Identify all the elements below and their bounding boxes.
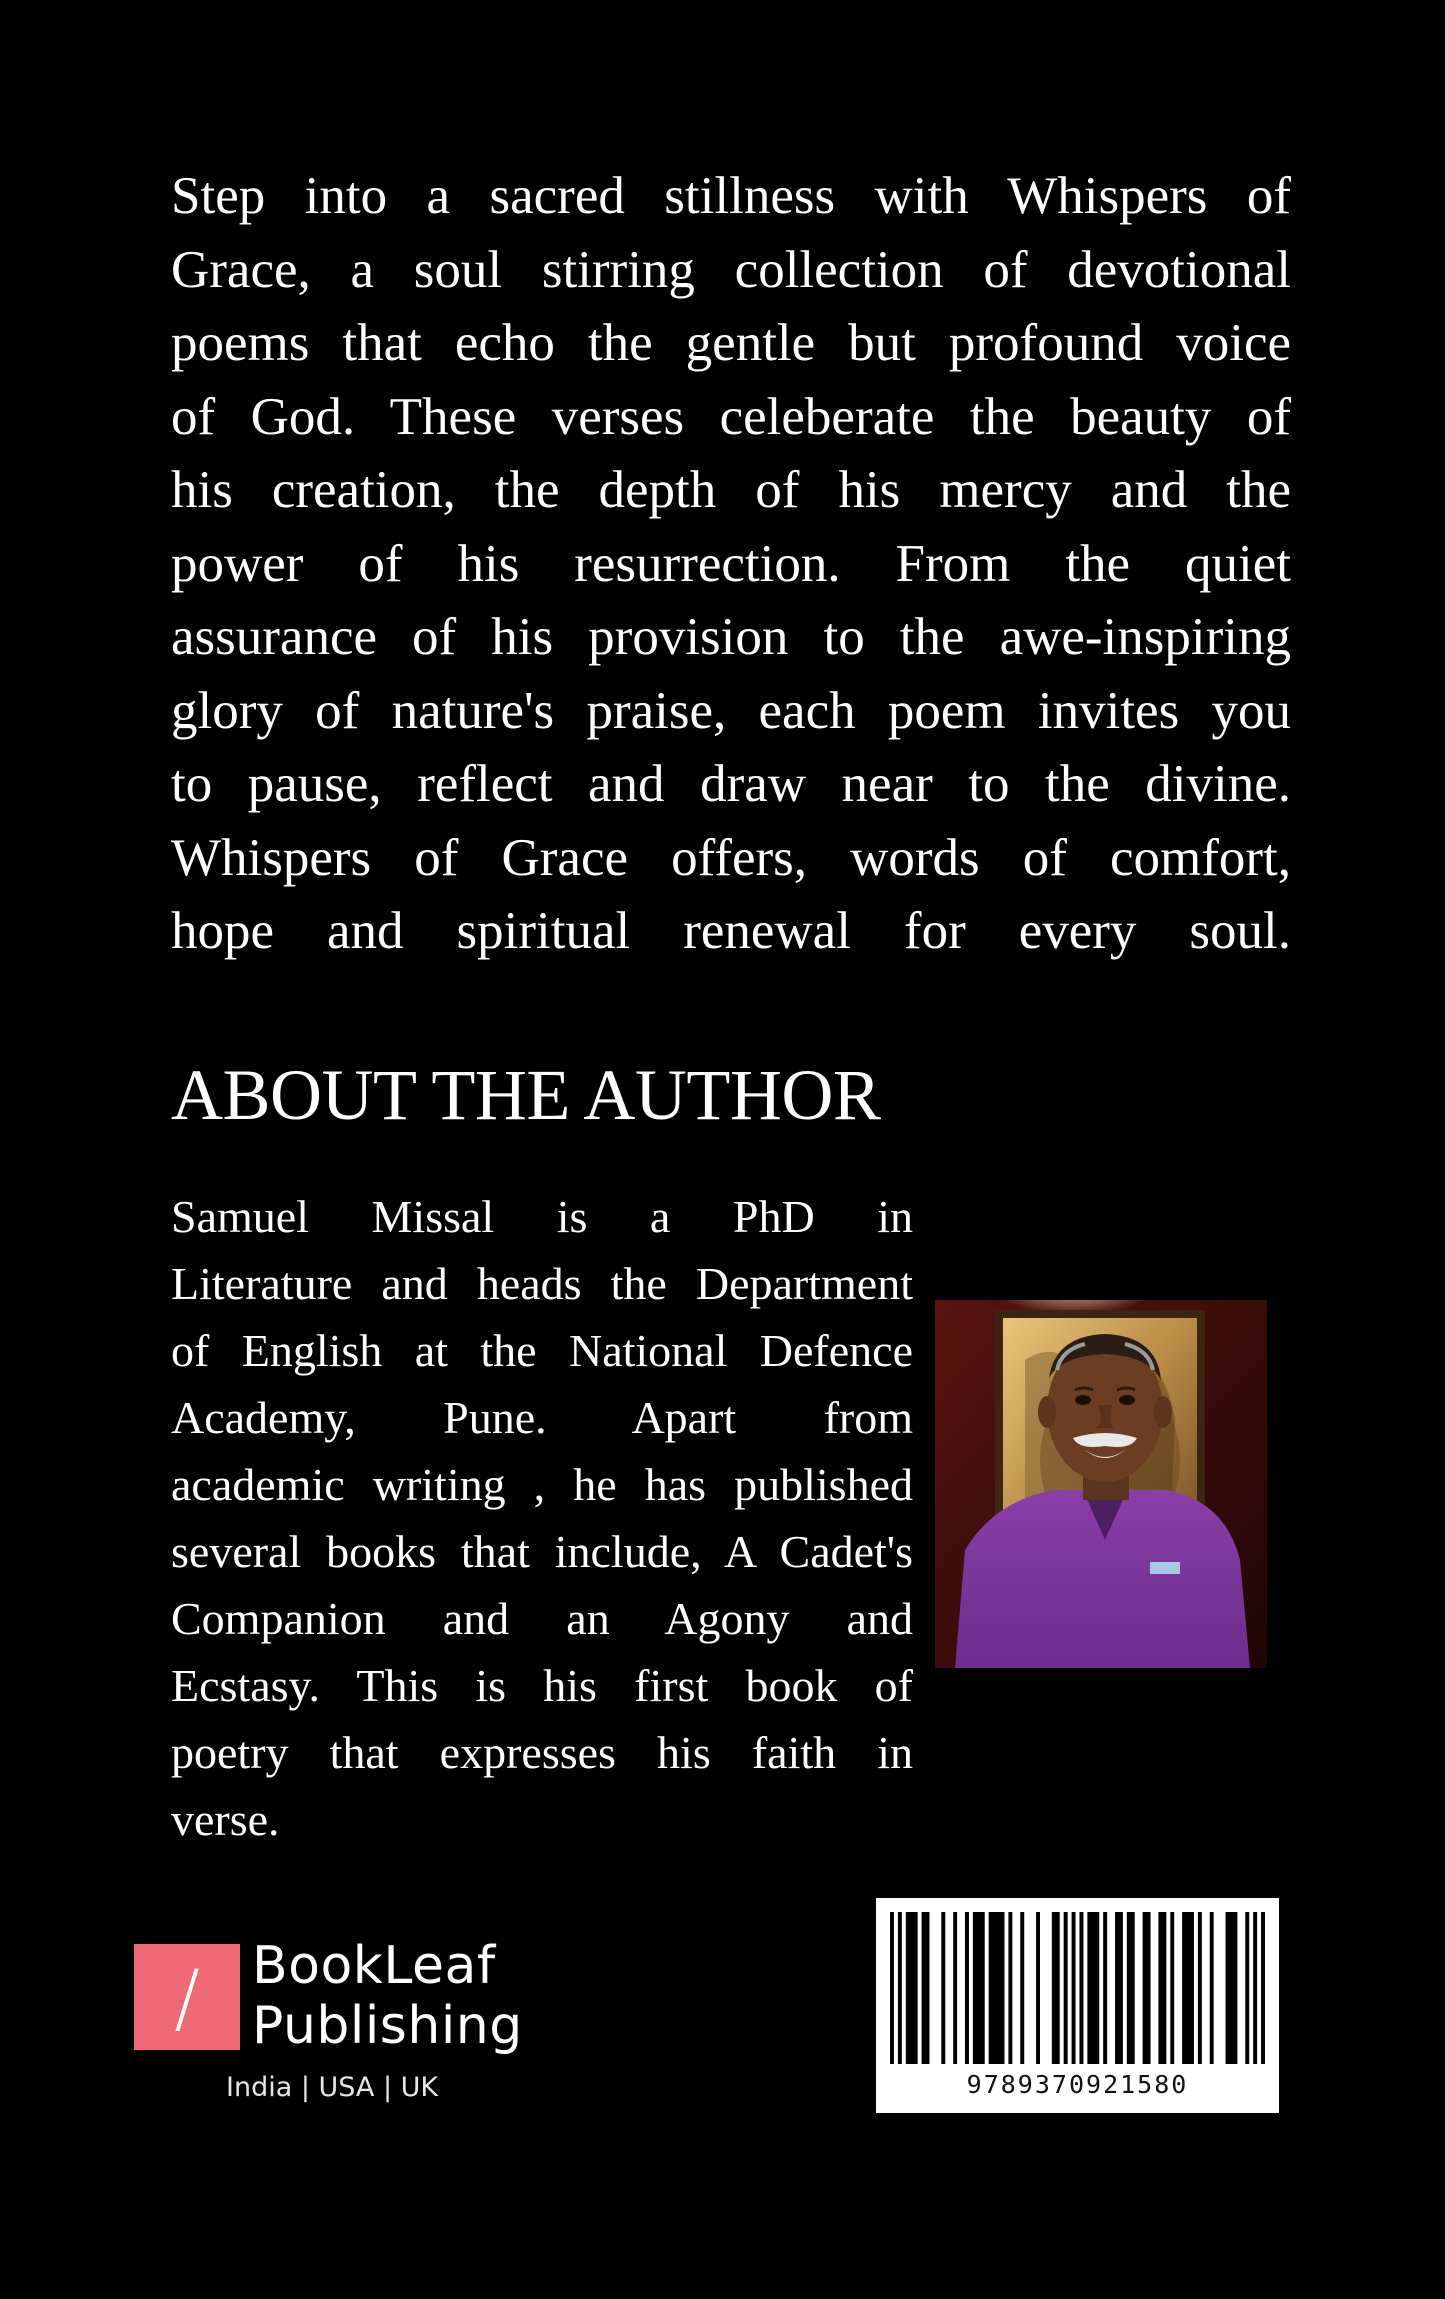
barcode-bar: [1036, 1912, 1040, 2064]
about-author-heading: ABOUT THE AUTHOR: [171, 1055, 881, 1135]
author-photo: [935, 1300, 1267, 1668]
bio-line: poetry that expresses his faith in: [171, 1727, 913, 1778]
barcode-bar: [1103, 1912, 1107, 2064]
blurb-line: hope and spiritual renewal for every soul.: [171, 902, 1291, 960]
bio-line: Companion and an Agony and: [171, 1593, 913, 1644]
bio-line: Academy, Pune. Apart from: [171, 1392, 913, 1443]
barcode-bar: [1143, 1912, 1151, 2064]
blurb-line: to pause, reflect and draw near to the divine.: [171, 755, 1291, 813]
bio-line: Literature and heads the Department: [171, 1258, 913, 1309]
barcode-bar: [1170, 1912, 1174, 2064]
publisher-logo-mark: [134, 1944, 240, 2050]
blurb-line: power of his resurrection. From the quiet: [171, 534, 1291, 593]
publisher-name-line1: BookLeaf: [252, 1936, 496, 1996]
blurb-line: glory of nature's praise, each poem invites you: [171, 681, 1291, 740]
barcode-bar: [1261, 1912, 1265, 2064]
barcode-bar: [1253, 1912, 1257, 2064]
barcode-bar: [922, 1912, 930, 2064]
slash-icon: /: [174, 1952, 200, 2042]
barcode-bar: [1198, 1912, 1202, 2064]
blurb-line: assurance of his provision to the awe-inspiring: [171, 608, 1291, 666]
barcode-bar: [1127, 1912, 1135, 2064]
publisher-logo: [134, 1936, 534, 2114]
barcode-bar: [1052, 1912, 1060, 2064]
barcode-bar: [906, 1912, 918, 2064]
bio-line: verse.: [171, 1794, 280, 1845]
barcode-bar: [1226, 1912, 1238, 2064]
barcode-bar: [1158, 1912, 1166, 2064]
barcode-bar: [953, 1912, 957, 2064]
barcode-bar: [1087, 1912, 1099, 2064]
bio-line: academic writing , he has published: [171, 1459, 913, 1510]
barcode-bar: [1008, 1912, 1012, 2064]
author-portrait-illustration: [935, 1300, 1267, 1668]
bio-line: Samuel Missal is a PhD in: [171, 1191, 913, 1242]
bio-line: several books that include, A Cadet's: [171, 1526, 913, 1577]
bio-line: Ecstasy. This is his first book of: [171, 1660, 913, 1711]
bio-line: of English at the National Defence: [171, 1325, 913, 1376]
barcode-bar: [1020, 1912, 1024, 2064]
barcode-bar: [898, 1912, 902, 2064]
blurb-line: his creation, the depth of his mercy and the: [171, 461, 1291, 519]
blurb-line: Whispers of Grace offers, words of comfort,: [171, 828, 1291, 887]
barcode-bar: [1182, 1912, 1194, 2064]
blurb-line: poems that echo the gentle but profound voice: [171, 314, 1291, 372]
publisher-name: [252, 1936, 523, 2056]
author-bio: [171, 1183, 913, 1853]
barcode-bar: [1079, 1912, 1083, 2064]
barcode-bar: [989, 1912, 1005, 2064]
isbn-number: 9789370921580: [966, 2070, 1189, 2099]
blurb-line: of God. These verses celeberate the beauty of: [171, 387, 1291, 446]
barcode-bar: [1210, 1912, 1214, 2064]
publisher-regions: India | USA | UK: [226, 2072, 439, 2103]
barcode-bar: [1064, 1912, 1068, 2064]
barcode-bar: [941, 1912, 945, 2064]
isbn-barcode: [876, 1898, 1279, 2113]
back-cover-blurb: [171, 160, 1291, 969]
barcode-bar: [1115, 1912, 1123, 2064]
publisher-name-line2: Publishing: [252, 1996, 523, 2056]
blurb-line: Grace, a soul stirring collection of devotional: [171, 240, 1291, 299]
barcode-bar: [965, 1912, 969, 2064]
barcode-bars: [890, 1912, 1265, 2064]
blurb-line: Step into a sacred stillness with Whispers of: [171, 167, 1291, 225]
barcode-bar: [890, 1912, 894, 2064]
barcode-bar: [973, 1912, 985, 2064]
barcode-bar: [1072, 1912, 1076, 2064]
barcode-bar: [1245, 1912, 1249, 2064]
